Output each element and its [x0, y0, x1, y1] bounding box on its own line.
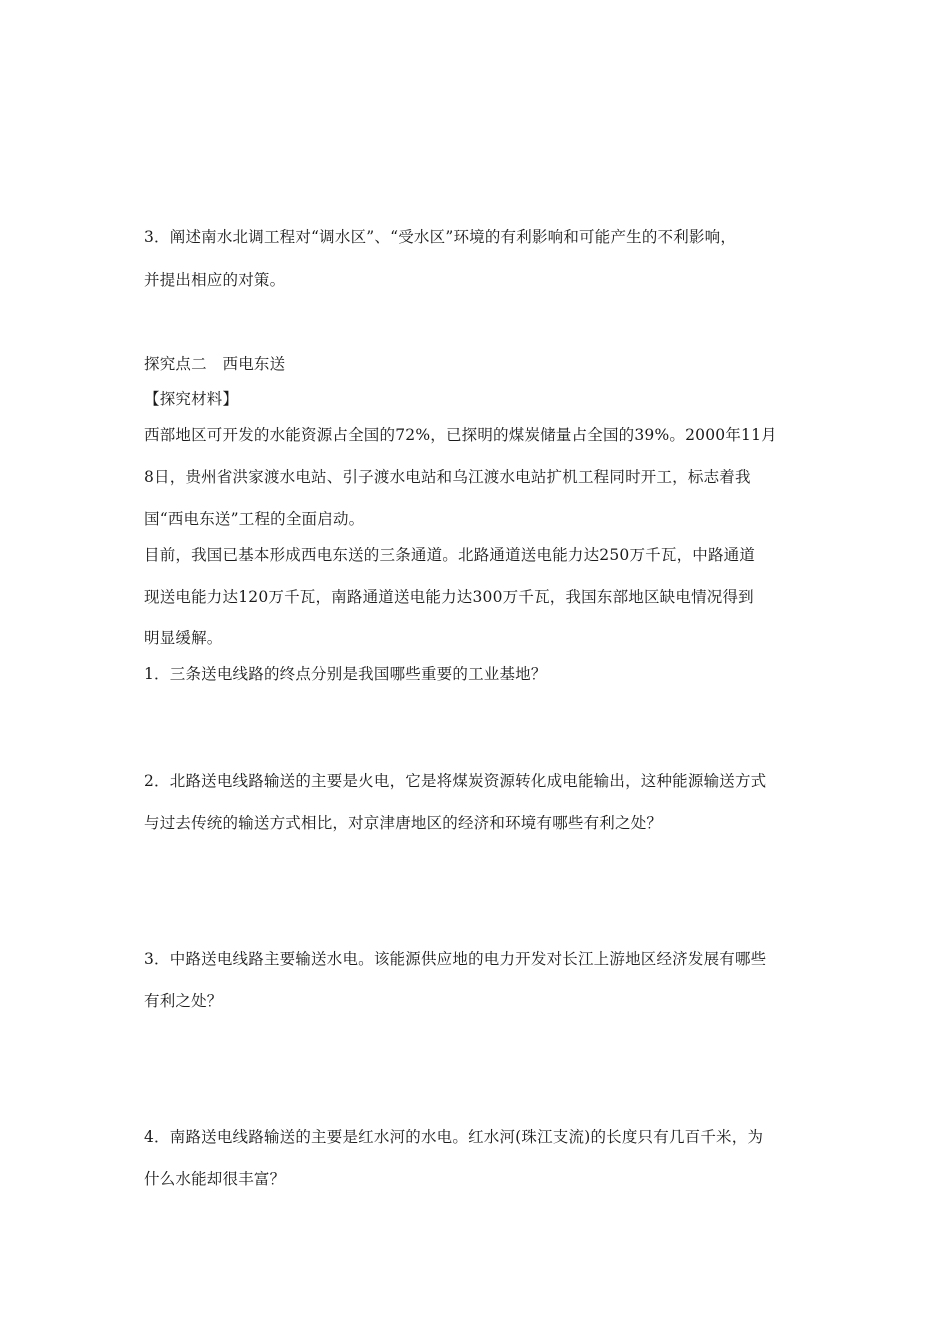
question-3-line-1: 3．阐述南水北调工程对“调水区”、“受水区”环境的有利影响和可能产生的不利影响，: [144, 228, 737, 246]
material-paragraph-2-line-2: 现送电能力达120万千瓦，南路通道送电能力达300万千瓦，我国东部地区缺电情况得到: [144, 588, 754, 606]
material-paragraph-1-line-2: 8日，贵州省洪家渡水电站、引子渡水电站和乌江渡水电站扩机工程同时开工，标志着我: [144, 468, 751, 486]
material-paragraph-1-line-3: 国“西电东送”工程的全面启动。: [144, 510, 365, 528]
material-paragraph-2-line-3: 明显缓解。: [144, 629, 223, 647]
question-1: 1．三条送电线路的终点分别是我国哪些重要的工业基地？: [144, 665, 547, 683]
question-3-new-line-2: 有利之处？: [144, 992, 223, 1010]
question-2-line-1: 2．北路送电线路输送的主要是火电，它是将煤炭资源转化成电能输出，这种能源输送方式: [144, 772, 767, 790]
question-4-line-2: 什么水能却很丰富？: [144, 1170, 286, 1188]
question-3-new-line-1: 3．中路送电线路主要输送水电。该能源供应地的电力开发对长江上游地区经济发展有哪些: [144, 950, 767, 968]
question-3-line-2: 并提出相应的对策。: [144, 271, 286, 289]
material-paragraph-1-line-1: 西部地区可开发的水能资源占全国的72%，已探明的煤炭储量占全国的39%。2000年11月: [144, 426, 777, 444]
question-2-line-2: 与过去传统的输送方式相比，对京津唐地区的经济和环境有哪些有利之处？: [144, 814, 663, 832]
question-4-line-1: 4．南路送电线路输送的主要是红水河的水电。红水河(珠江支流)的长度只有几百千米，为: [144, 1128, 764, 1146]
material-paragraph-2-line-1: 目前，我国已基本形成西电东送的三条通道。北路通道送电能力达250万千瓦，中路通道: [144, 546, 756, 564]
section-title: 探究点二 西电东送: [144, 355, 286, 373]
material-label: 【探究材料】: [144, 390, 239, 408]
